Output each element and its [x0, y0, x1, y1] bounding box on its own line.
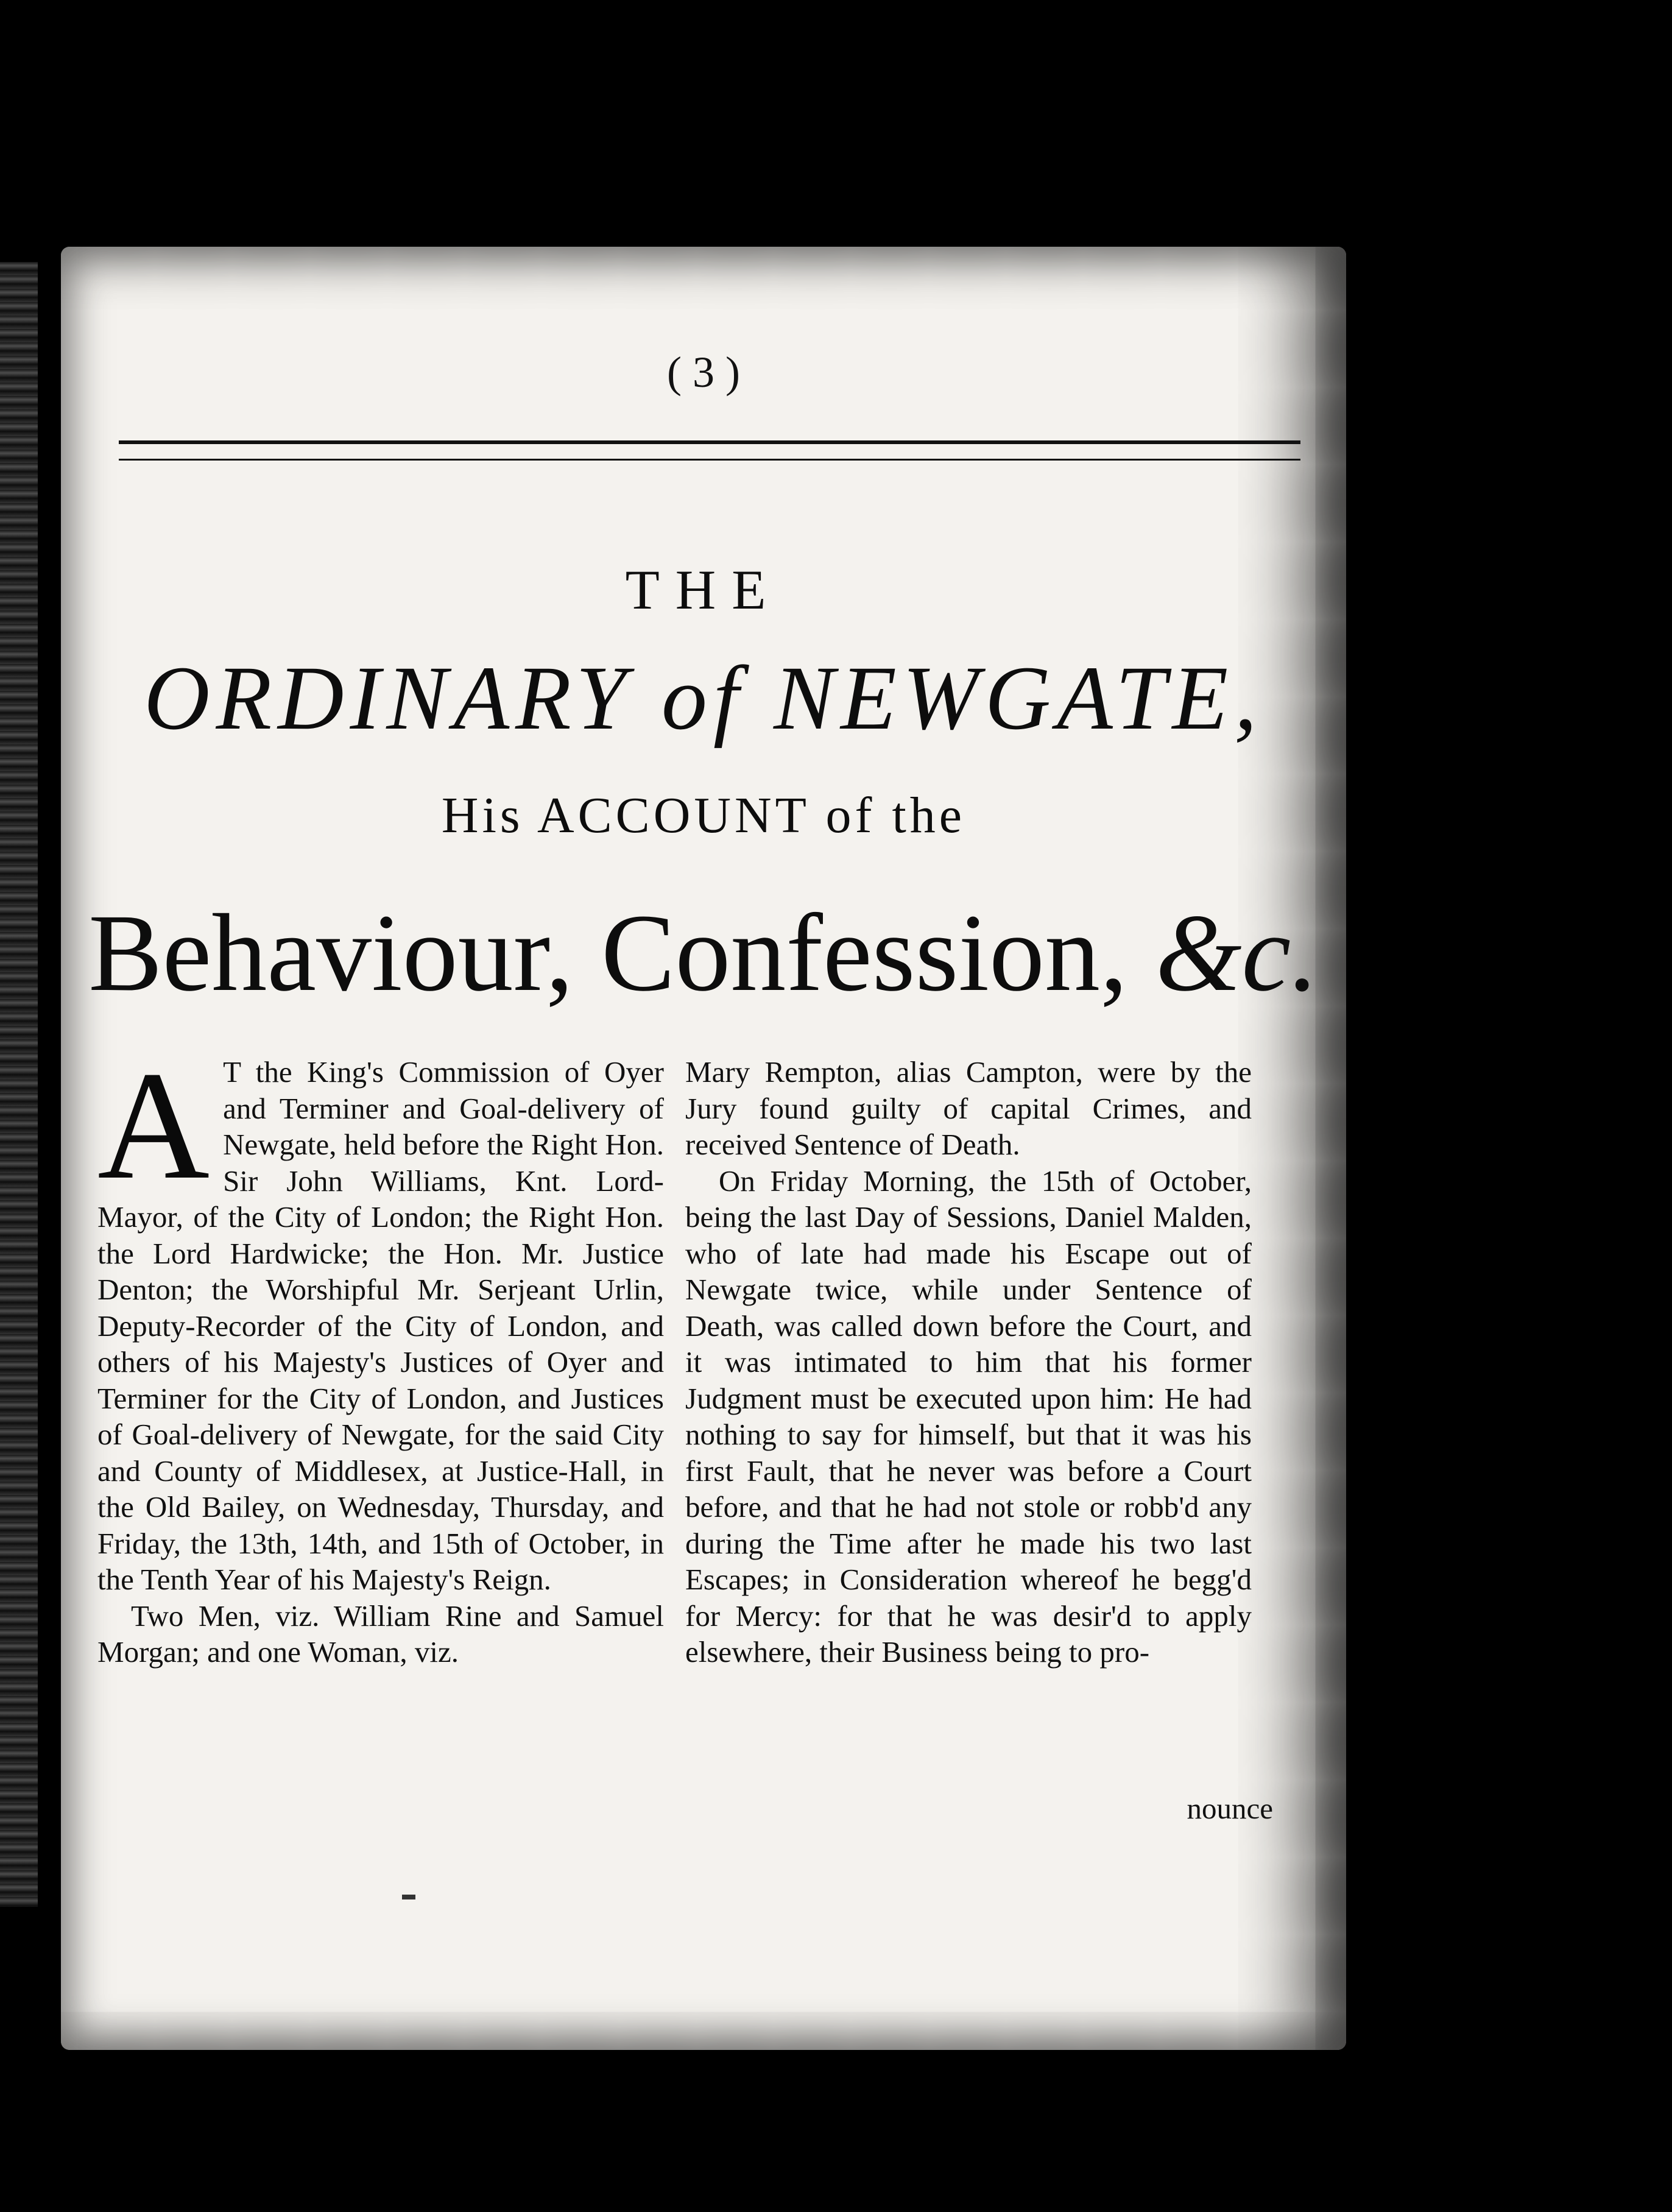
bottom-ink-mark: [402, 1895, 415, 1899]
header-rule-thick: [119, 440, 1300, 444]
title-behaviour-etc: &c.: [1155, 892, 1319, 1014]
title-the: THE: [625, 559, 782, 621]
page-number: ( 3 ): [667, 348, 740, 397]
title-behaviour: [61, 889, 1346, 1017]
title-account: His ACCOUNT of the: [441, 787, 966, 844]
catchword: nounce: [1187, 1792, 1273, 1825]
document-page: [61, 247, 1346, 2050]
left-paragraph-2: Two Men, viz. William Rine and Samuel Morgan; and one Woman, viz.: [97, 1599, 664, 1669]
right-paragraph-2: On Friday Morning, the 15th of October, being the last Day of Sessions, Daniel Malden, who of late had made his Escape out of Newgate twice, while under Sentence of Death, was called down before the Court, and it was intimated to him that his former Judgment must be executed upon him: He had nothing to say for himself, but that it was his first Fault, that he never was before a Court before, and that he had not stole or robb'd any during the Time after he made his two last Escapes; in Consideration whereof he begg'd for Mercy: for that he was desir'd to apply elsewhere, their Business being to pro-: [685, 1164, 1252, 1669]
right-column: [685, 1054, 1252, 1670]
left-paragraph-1: [97, 1040, 664, 1598]
left-paragraph-1-text: T the King's Commission of Oyer and Terminer and Goal-delivery of Newgate, held before the Right Hon. Sir John Williams, Knt. Lord-Mayor, of the City of London; the Right Hon. the Lord Hardwicke; the Hon. Mr. Justice Denton; the Worshipful Mr. Serjeant Urlin, Deputy-Recorder of the City of London, and others of his Majesty's Justices of Oyer and Terminer for the City of London, and Justices of Goal-delivery of Newgate, for the said City and County of Middlesex, at Justice-Hall, in the Old Bailey, on Wednesday, Thursday, and Friday, the 13th, 14th, and 15th of October, in the Tenth Year of his Majesty's Reign.: [97, 1055, 664, 1596]
title-ordinary: ORDINARY of NEWGATE,: [144, 648, 1263, 749]
title-behaviour-main: Behaviour, Confession,: [88, 892, 1128, 1014]
header-rule-thin: [119, 459, 1300, 461]
drop-cap: A: [97, 1040, 210, 1212]
adjacent-page-edge: [0, 262, 38, 1907]
right-paragraph-1: Mary Rempton, alias Campton, were by the Jury found guilty of capital Crimes, and received Sentence of Death.: [685, 1055, 1252, 1161]
left-column: [97, 1040, 664, 1670]
